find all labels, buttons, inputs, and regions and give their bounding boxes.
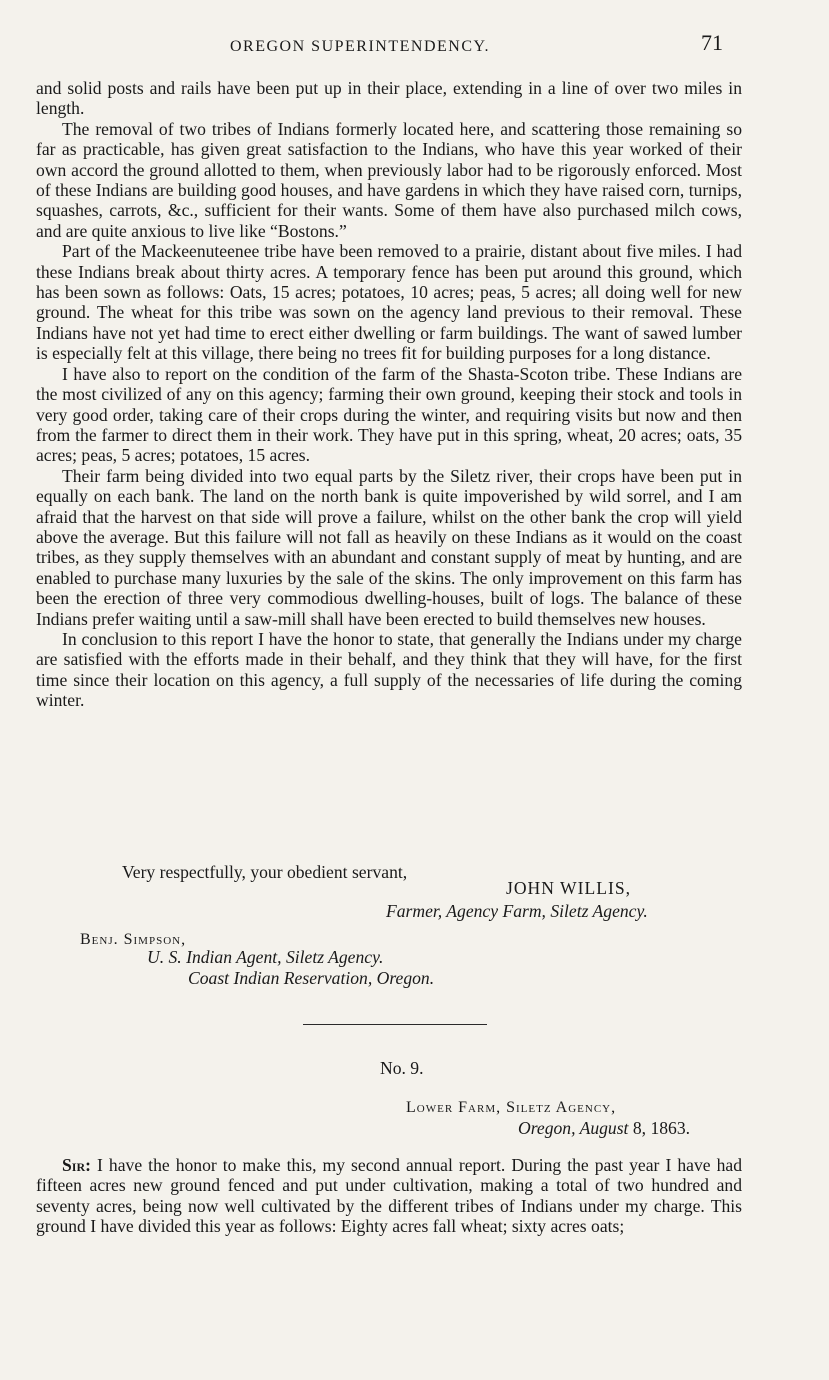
report-body [36, 78, 742, 711]
document-number: No. 9. [380, 1058, 424, 1078]
letter-body-text: I have the honor to make this, my second annual report. During the past year I have had fifteen acres new ground fenced and put under cultivation, making a total of two hundred and seventy acres, being now well cultivated by the different tribes of Indians under my charge. This ground I have divided this year as follows: Eighty acres fall wheat; sixty acres oats; [36, 1155, 742, 1237]
addressee-line-2: Coast Indian Reservation, Oregon. [188, 968, 435, 988]
paragraph-shasta-scoton: I have also to report on the condition of the farm of the Shasta-Scoton tribe. These Indians are the most civilized of any on this agency; farming their own ground, keeping their stock and tools in very good order, taking care of their crops during the winter, and requiring visits but now and then from the farmer to direct them in their work. They have put in this spring, wheat, 20 acres; oats, 35 acres; peas, 5 acres; potatoes, 15 acres. [36, 363, 742, 466]
page-number: 71 [701, 30, 723, 55]
letter-body [36, 1155, 742, 1237]
dateline-place: Lower Farm, Siletz Agency, [406, 1099, 617, 1116]
dateline-date-italic: Oregon, August [518, 1118, 629, 1138]
paragraph-mackeenuteenee: Part of the Mackeenuteenee tribe have been removed to a prairie, distant about five miles. I had these Indians break about thirty acres. A temporary fence has been put around this ground, which has been sown as follows: Oats, 15 acres; potatoes, 10 acres; peas, 5 acres; all doing well for new ground. The wheat for this tribe was sown on the agency land previous to their removal. These Indians have not yet had time to erect either dwelling or farm buildings. The want of sawed lumber is especially felt at this village, there being no trees fit for building purposes for a long distance. [36, 241, 742, 364]
running-head: OREGON SUPERINTENDENCY. [230, 38, 490, 55]
signer-name: JOHN WILLIS, [506, 878, 632, 898]
dateline-date [518, 1118, 690, 1139]
signer-title: Farmer, Agency Farm, Siletz Agency. [386, 901, 648, 921]
paragraph-tribes-removal: The removal of two tribes of Indians formerly located here, and scattering those remaining so far as practicable, has given great satisfaction to the Indians, who have this year worked of their own accord the ground allotted to them, when previously labor had to be rigorously enforced. Most of these Indians are building good houses, and have gardens in which they have raised corn, turnips, squashes, carrots, &c., sufficient for their wants. Some of them have also purchased milch cows, and are quite anxious to live like “Bostons.” [36, 118, 742, 241]
letter-paragraph [36, 1155, 742, 1237]
paragraph-continuation: and solid posts and rails have been put up in their place, extending in a line of over two miles in length. [36, 78, 742, 119]
closing-line: Very respectfully, your obedient servant, [122, 862, 408, 882]
paragraph-conclusion: In conclusion to this report I have the honor to state, that generally the Indians under my charge are satisfied with the efforts made in their behalf, and they think that they will have, for the first time since their location on this agency, a full supply of the necessaries of life during the coming winter. [36, 628, 742, 711]
salutation: Sir: [62, 1155, 91, 1175]
section-divider [303, 1024, 487, 1025]
paragraph-farm-division: Their farm being divided into two equal parts by the Siletz river, their crops have been put in equally on each bank. The land on the north bank is quite impoverished by wild sorrel, and I am afraid that the harvest on that side will prove a failure, whilst on the other bank the crop will yield above the average. But this failure will not fall as heavily on these Indians as it would on the coast tribes, as they supply themselves with an abundant and constant supply of meat by hunting, and are enabled to purchase many luxuries by the sale of the skins. The only improvement on this farm has been the erection of three very commodious dwelling-houses, built of logs. The balance of these Indians prefer waiting until a saw-mill shall have been erected to build themselves new houses. [36, 465, 742, 629]
addressee-line-1: U. S. Indian Agent, Siletz Agency. [147, 947, 384, 967]
addressee-name: Benj. Simpson, [80, 931, 187, 948]
dateline-date-rest: 8, 1863. [628, 1118, 691, 1138]
